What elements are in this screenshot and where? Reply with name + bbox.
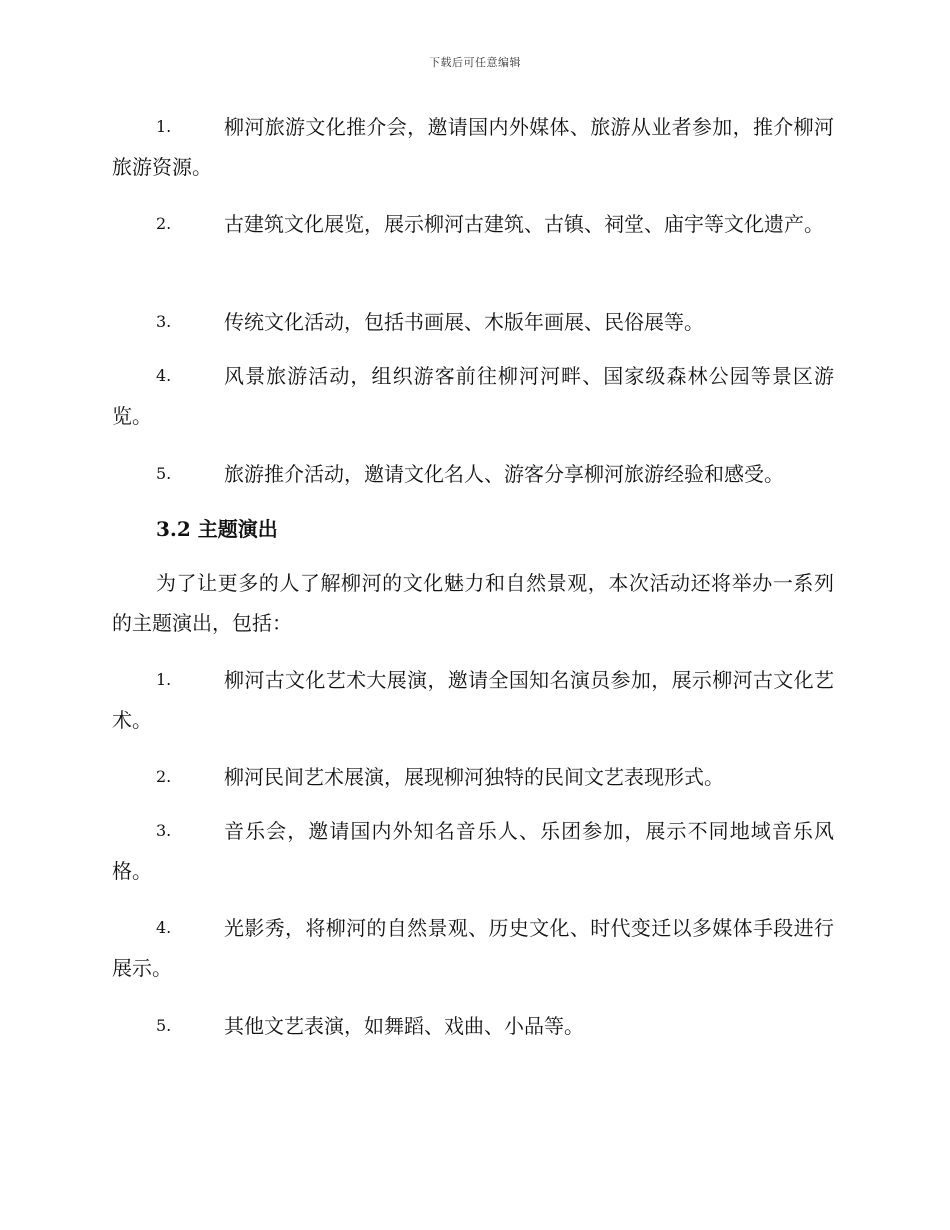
list-item-number: 5. bbox=[156, 1016, 172, 1035]
list-item bbox=[112, 302, 834, 342]
list-item-number: 5. bbox=[156, 464, 172, 483]
list-item bbox=[112, 204, 834, 244]
list-item-text: 柳河旅游文化推介会，邀请国内外媒体、旅游从业者参加，推介柳河旅游资源。 bbox=[112, 115, 834, 179]
list-item-number: 2. bbox=[156, 214, 172, 233]
list-item-text: 柳河民间艺术展演，展现柳河独特的民间文艺表现形式。 bbox=[224, 765, 724, 789]
list-item-text: 旅游推介活动，邀请文化名人、游客分享柳河旅游经验和感受。 bbox=[224, 462, 784, 486]
list-item bbox=[112, 660, 834, 740]
section-heading: 3.2 主题演出 bbox=[156, 517, 278, 541]
list-item-number: 1. bbox=[156, 670, 172, 689]
list-item bbox=[112, 908, 834, 988]
list-item-text: 光影秀，将柳河的自然景观、历史文化、时代变迁以多媒体手段进行展示。 bbox=[112, 916, 834, 980]
list-item-text: 古建筑文化展览，展示柳河古建筑、古镇、祠堂、庙宇等文化遗产。 bbox=[224, 212, 824, 236]
list-item-text: 风景旅游活动，组织游客前往柳河河畔、国家级森林公园等景区游览。 bbox=[112, 364, 834, 428]
page-header-note: 下载后可任意编辑 bbox=[429, 56, 521, 69]
list-item-text: 柳河古文化艺术大展演，邀请全国知名演员参加，展示柳河古文化艺术。 bbox=[112, 668, 834, 732]
list-item-number: 4. bbox=[156, 918, 172, 937]
list-item-text: 传统文化活动，包括书画展、木版年画展、民俗展等。 bbox=[224, 310, 704, 334]
list-item-text: 音乐会，邀请国内外知名音乐人、乐团参加，展示不同地域音乐风格。 bbox=[112, 819, 834, 883]
list-item-number: 1. bbox=[156, 117, 172, 136]
list-item-text: 其他文艺表演，如舞蹈、戏曲、小品等。 bbox=[224, 1014, 584, 1038]
list-item bbox=[112, 454, 834, 494]
list-item-number: 3. bbox=[156, 821, 172, 840]
section-intro-paragraph: 为了让更多的人了解柳河的文化魅力和自然景观，本次活动还将举办一系列的主题演出，包括： bbox=[112, 571, 834, 635]
list-item-number: 2. bbox=[156, 767, 172, 786]
list-item bbox=[112, 757, 834, 797]
list-item bbox=[112, 356, 834, 436]
list-item-number: 3. bbox=[156, 312, 172, 331]
list-item bbox=[112, 1006, 834, 1046]
list-item bbox=[112, 107, 834, 187]
list-item-number: 4. bbox=[156, 366, 172, 385]
list-item bbox=[112, 811, 834, 891]
